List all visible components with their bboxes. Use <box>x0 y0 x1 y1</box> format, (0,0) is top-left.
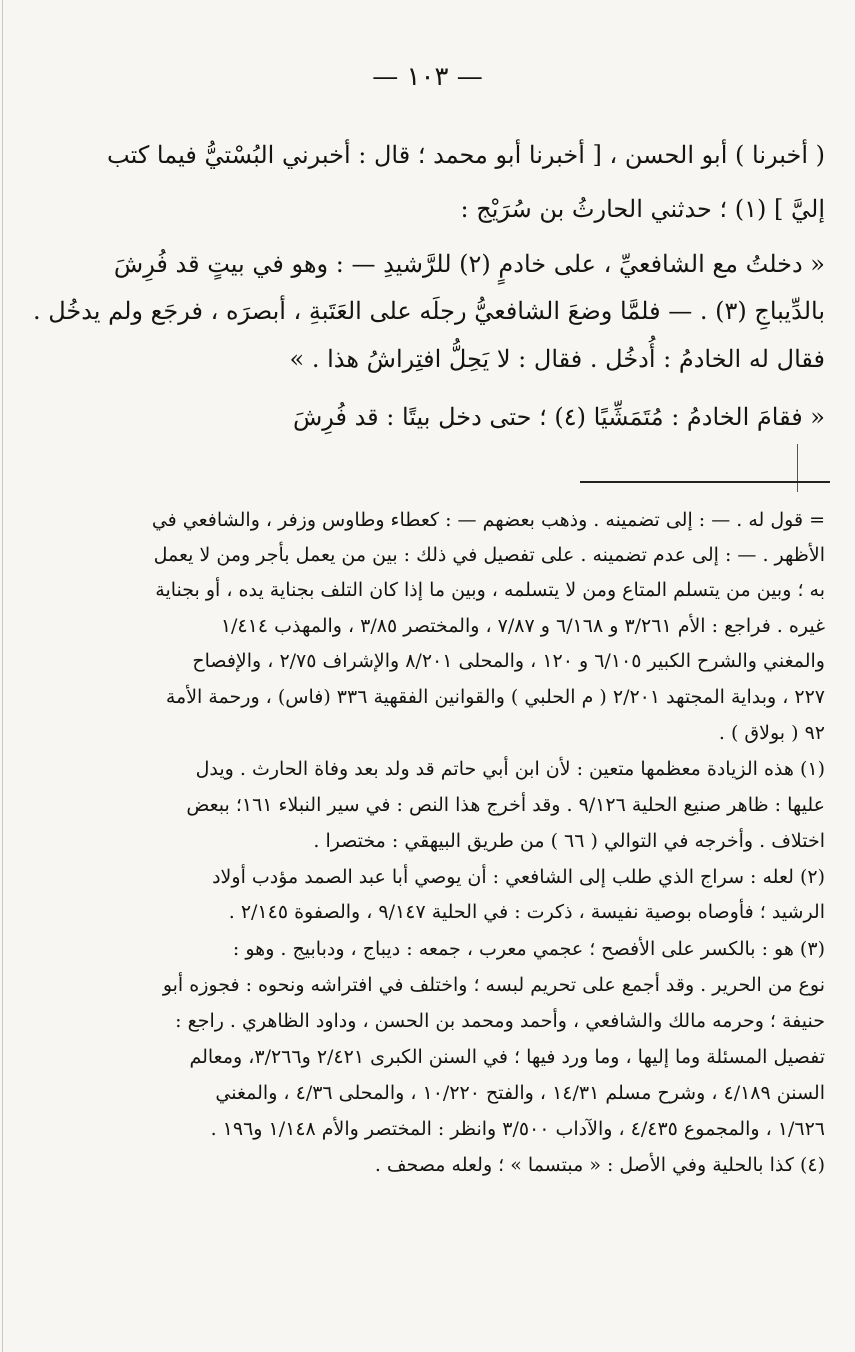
footnote-line: ١/٦٢٦ ، والمجموع ٤/٤٣٥ ، والآداب ٣/٥٠٠ وانظر : المختصر والأم ١/١٤٨ و١٩٦ . <box>210 1118 825 1140</box>
footnote-line: (٣) هو : بالكسر على الأفصح ؛ عجمي معرب ، جمعه : ديباج ، ودبابيج . وهو : <box>232 938 825 960</box>
footnote-line: حنيفة ؛ وحرمه مالك والشافعي ، وأحمد ومحمد بن الحسن ، وداود الظاهري . راجع : <box>175 1010 825 1032</box>
main-text-line: « فقامَ الخادمُ : مُتَمَشِّيًا (٤) ؛ حتى دخل بيتًا : قد فُرِشَ <box>292 403 825 431</box>
main-text-line: بالدِّيباجِ (٣) . — فلمَّا وضعَ الشافعيُّ رجلَه على العَتَبةِ ، أبصرَه ، فرجَع ولم يدخُل . <box>32 297 825 325</box>
footnote-line: عليها : ظاهر صنيع الحلية ٩/١٢٦ . وقد أخرج هذا النص : في سير النبلاء ١٦١؛ ببعض <box>186 794 825 816</box>
footnote-line: غيره . فراجع : الأم ٣/٢٦١ و ٦/١٦٨ و ٧/٨٧ ، والمختصر ٣/٨٥ ، والمهذب ١/٤١٤ <box>220 615 825 637</box>
footnote-line: (٤) كذا بالحلية وفي الأصل : « مبتسما » ؛ ولعله مصحف . <box>374 1154 825 1176</box>
main-text-line: « دخلتُ مع الشافعيِّ ، على خادمٍ (٢) للرَّشيدِ — : وهو في بيتٍ قد فُرِشَ <box>113 250 825 278</box>
footnote-line: الأظهر . — : إلى عدم تضمينه . على تفصيل في ذلك : بين من يعمل بأجر ومن لا يعمل <box>153 544 825 566</box>
footnote-line: نوع من الحرير . وقد أجمع على تحريم لبسه ؛ واختلف في افتراشه ونحوه : فجوزه أبو <box>162 974 825 996</box>
margin-mark <box>797 444 798 492</box>
footnote-line: تفصيل المسئلة وما إليها ، وما ورد فيها ؛ في السنن الكبرى ٢/٤٢١ و٣/٢٦٦، ومعالم <box>189 1046 825 1068</box>
footnote-line: الرشيد ؛ فأوصاه بوصية نفيسة ، ذكرت : في الحلية ٩/١٤٧ ، والصفوة ٢/١٤٥ . <box>228 901 825 923</box>
footnote-line: السنن ٤/١٨٩ ، وشرح مسلم ١٤/٣١ ، والفتح ١٠/٢٢٠ ، والمحلى ٤/٣٦ ، والمغني <box>215 1082 825 1104</box>
footnote-line: والمغني والشرح الكبير ٦/١٠٥ و ١٢٠ ، والمحلى ٨/٢٠١ والإشراف ٢/٧٥ ، والإفصاح <box>192 650 825 672</box>
footnote-line: (٢) لعله : سراج الذي طلب إلى الشافعي : أن يوصي أبا عبد الصمد مؤدب أولاد <box>212 866 825 888</box>
main-text-line: ( أخبرنا ) أبو الحسن ، [ أخبرنا أبو محمد ؛ قال : أخبرني البُسْتيُّ فيما كتب <box>107 141 825 169</box>
main-text-line: فقال له الخادمُ : أُدخُل . فقال : لا يَحِلُّ افتِراشُ هذا . » <box>289 345 825 373</box>
page-edge-line <box>2 0 3 1352</box>
page-number: — ١٠٣ — <box>372 62 483 92</box>
footnote-line: = قول له . — : إلى تضمينه . وذهب بعضهم — : كعطاء وطاوس وزفر ، والشافعي في <box>151 509 825 531</box>
footnote-line: به ؛ وبين من يتسلم المتاع ومن لا يتسلمه ، وبين ما إذا كان التلف بجناية يده ، أو بجناية <box>155 579 825 601</box>
footnote-line: (١) هذه الزيادة معظمها متعين : لأن ابن أبي حاتم قد ولد بعد وفاة الحارث . ويدل <box>195 758 825 780</box>
footnote-line: ٢٢٧ ، وبداية المجتهد ٢/٢٠١ ( م الحلبي ) والقوانين الفقهية ٣٣٦ (فاس) ، ورحمة الأمة <box>165 686 825 708</box>
main-text-line: إليَّ ] (١) ؛ حدثني الحارثُ بن سُرَيْج : <box>460 195 825 223</box>
footnote-line: ٩٢ ( بولاق ) . <box>718 722 825 744</box>
footnote-separator <box>580 481 830 483</box>
footnote-line: اختلاف . وأخرجه في التوالي ( ٦٦ ) من طريق البيهقي : مختصرا . <box>313 830 825 852</box>
